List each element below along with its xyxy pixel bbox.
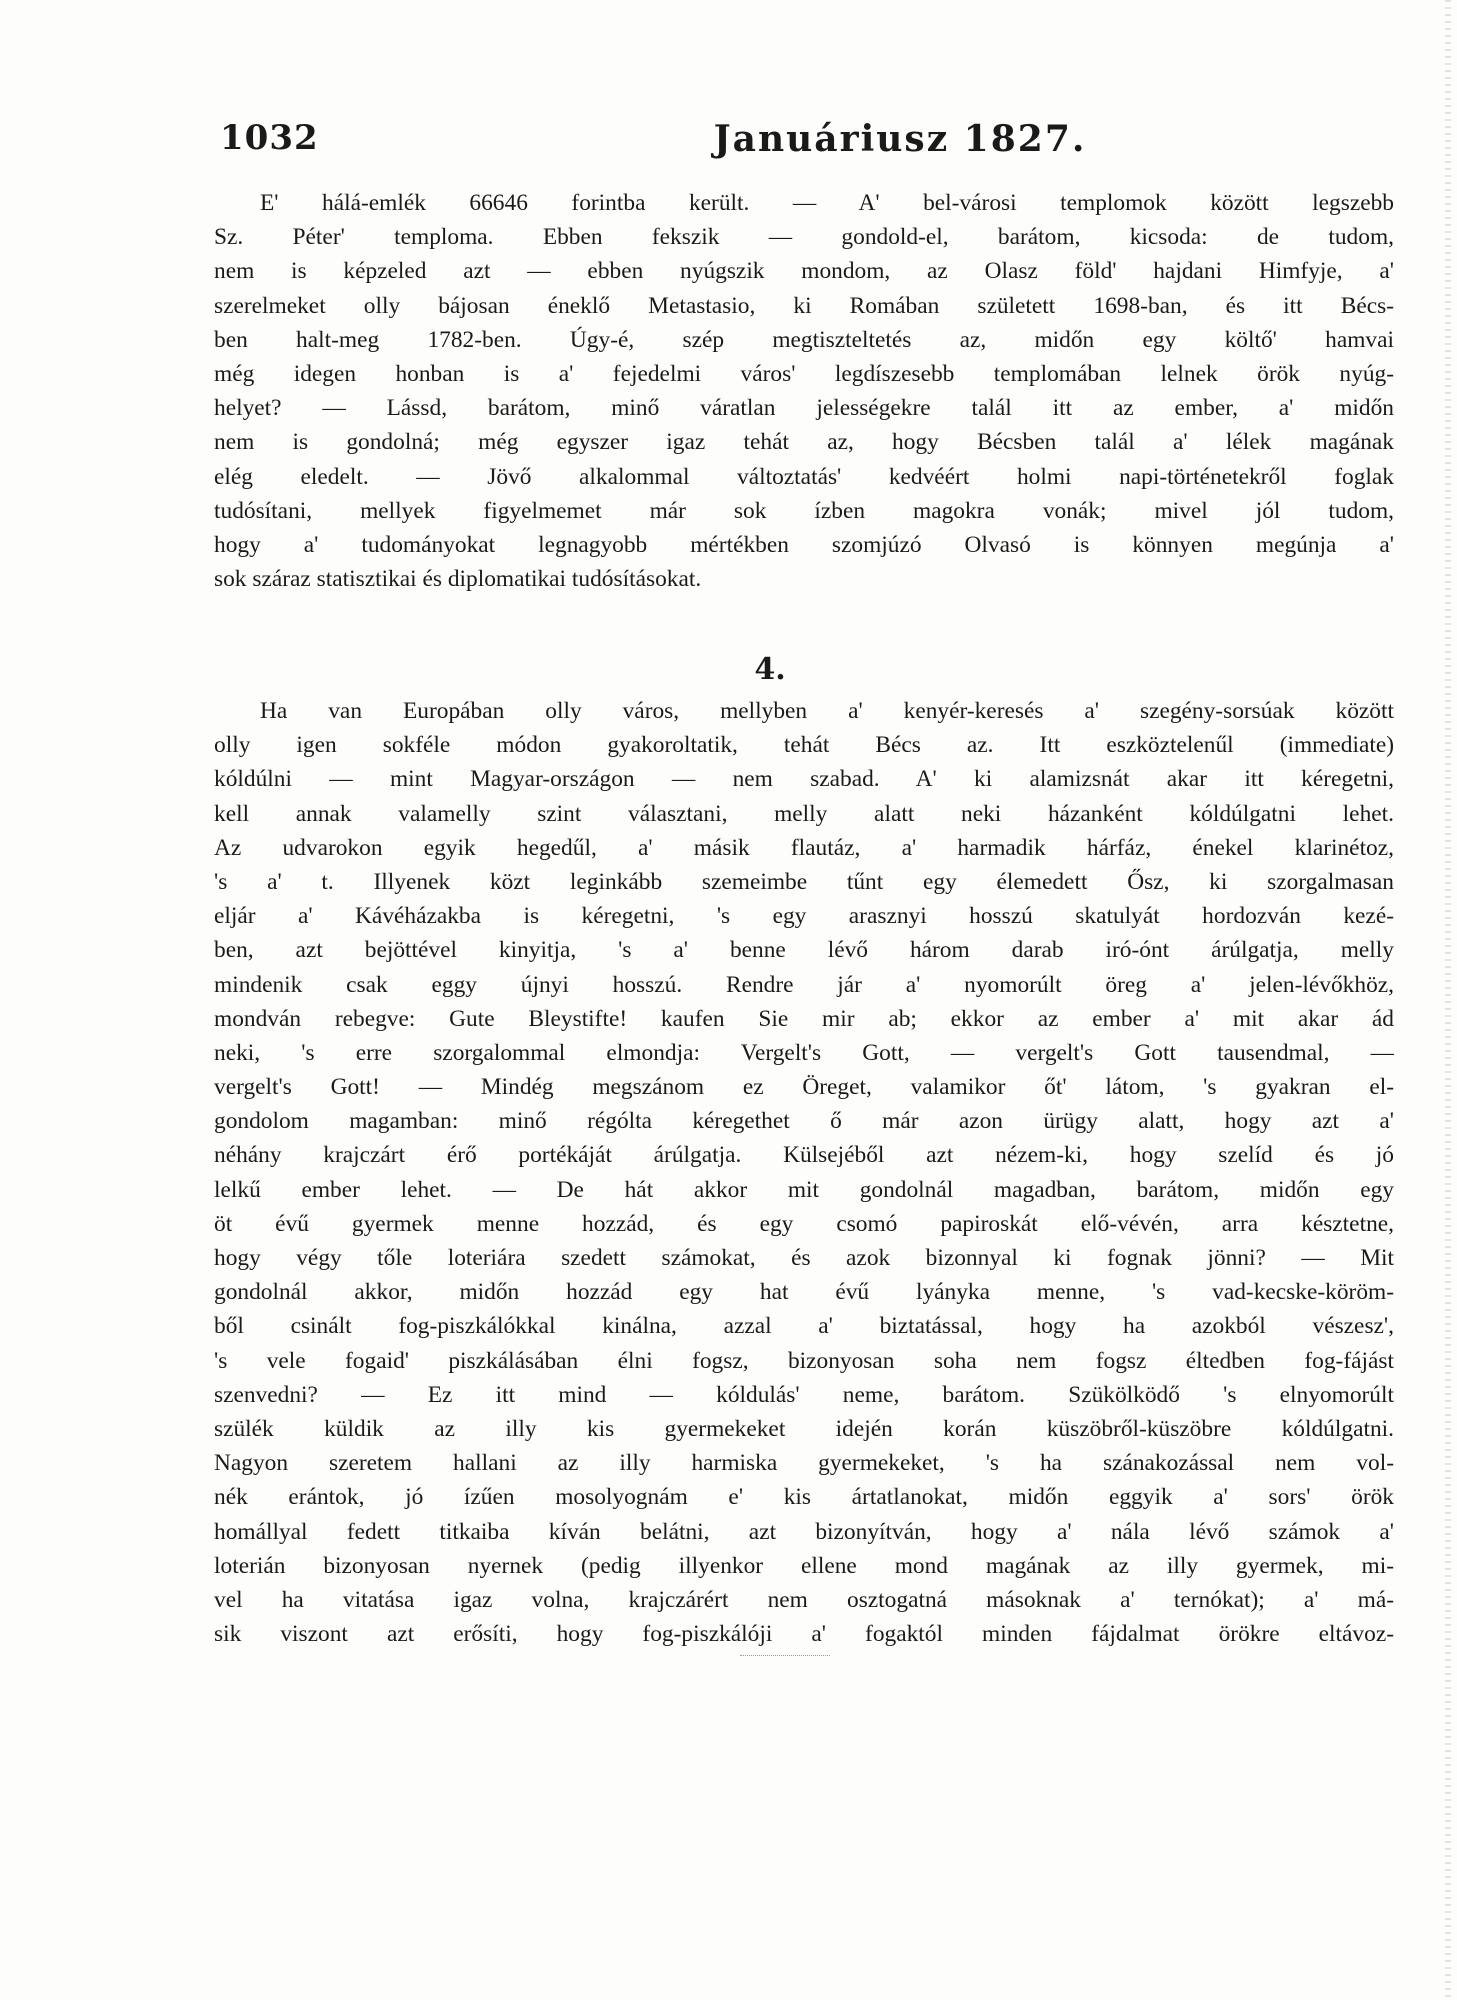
text-line: hogy végy tőle loteriára szedett számokat, és azok bizonnyal ki fognak jönni? — Mit <box>214 1245 1394 1271</box>
page-number: 1032 <box>220 118 319 158</box>
section-number: 4. <box>754 652 786 687</box>
text-line: vel ha vitatása igaz volna, krajczárért nem osztogatná másoknak a' ternókat); a' má- <box>214 1586 1394 1613</box>
text-line: hogy a' tudományokat legnagyobb mértékben szomjúzó Olvasó is könnyen megúnja a' <box>214 531 1394 558</box>
text-line: mondván rebegve: Gute Bleystifte! kaufen Sie mir ab; ekkor az ember a' mit akar ád <box>214 1005 1394 1032</box>
text-line: homállyal fedett titkaiba kíván belátni, azt bizonyítván, hogy a' nála lévő számok a' <box>214 1518 1394 1545</box>
text-line: sok száraz statisztikai és diplomatikai tudósításokat. <box>214 566 702 593</box>
text-line: Ha van Europában olly város, mellyben a' kenyér-keresés a' szegény-sorsúak között <box>260 698 1394 724</box>
bottom-divider <box>740 1655 830 1656</box>
text-line: szenvedni? — Ez itt mind — kóldulás' neme, barátom. Szükölködő 's elnyomorúlt <box>214 1381 1394 1408</box>
text-line: eljár a' Kávéházakba is kéregetni, 's egy arasznyi hosszú skatulyát hordozván kezé- <box>214 903 1394 930</box>
text-line: E' hálá-emlék 66646 forintba került. — A' bel-városi templomok között legszebb <box>260 190 1394 216</box>
text-line: még idegen honban is a' fejedelmi város' legdíszesebb templomában lelnek örök nyúg- <box>214 360 1394 387</box>
text-line: szülék küldik az illy kis gyermekeket idején korán küszöbről-küszöbre kóldúlgatni. <box>214 1415 1394 1442</box>
text-line: ből csinált fog-piszkálókkal kinálna, azzal a' biztatással, hogy ha azokból vészesz', <box>214 1313 1394 1340</box>
text-line: öt évű gyermek menne hozzád, és egy csomó papiroskát elő-vévén, arra késztetne, <box>214 1210 1394 1237</box>
text-line: vergelt's Gott! — Mindég megszánom ez Öreget, valamikor őt' látom, 's gyakran el- <box>214 1074 1394 1101</box>
text-line: ben halt-meg 1782-ben. Úgy-é, szép megtiszteltetés az, midőn egy költő' hamvai <box>214 326 1394 353</box>
text-line: Sz. Péter' temploma. Ebben fekszik — gondold-el, barátom, kicsoda: de tudom, <box>214 224 1394 251</box>
text-line: szerelmeket olly bájosan éneklő Metastasio, ki Romában született 1698-ban, és itt Bécs- <box>214 292 1394 319</box>
text-line: ben, azt bejöttével kinyitja, 's a' benne lévő három darab iró-ónt árúlgatja, melly <box>214 937 1394 964</box>
text-line: néhány krajczárt érő portékáját árúlgatja. Külsejéből azt nézem-ki, hogy szelíd és jó <box>214 1142 1394 1169</box>
text-line: Nagyon szeretem hallani az illy harmiska gyermekeket, 's ha szánakozással nem vol- <box>214 1450 1394 1477</box>
text-line: gondolnál akkor, midőn hozzád egy hat évű lyányka menne, 's vad-kecske-köröm- <box>214 1279 1394 1306</box>
section-1-text <box>214 186 1394 596</box>
text-line: loterián bizonyosan nyernek (pedig illyenkor ellene mond magának az illy gyermek, mi- <box>214 1552 1394 1579</box>
text-line: neki, 's erre szorgalommal elmondja: Vergelt's Gott, — vergelt's Gott tausendmal, — <box>214 1039 1394 1066</box>
text-line: 's a' t. Illyenek közt leginkább szemeimbe tűnt egy élemedett Ősz, ki szorgalmasan <box>214 868 1394 895</box>
text-line: nék erántok, jó ízűen mosolyognám e' kis ártatlanokat, midőn eggyik a' sors' örök <box>214 1484 1394 1511</box>
text-line: nem is képzeled azt — ebben nyúgszik mondom, az Olasz föld' hajdani Himfyje, a' <box>214 258 1394 285</box>
text-line: tudósítani, mellyek figyelmemet már sok ízben magokra vonák; mivel jól tudom, <box>214 497 1394 524</box>
text-line: olly igen sokféle módon gyakoroltatik, tehát Bécs az. Itt eszköztelenűl (immediate) <box>214 732 1394 759</box>
text-line: nem is gondolná; még egyszer igaz tehát az, hogy Bécsben talál a' lélek magának <box>214 429 1394 456</box>
text-line: Az udvarokon egyik hegedűl, a' másik flautáz, a' harmadik hárfáz, énekel klarinétoz, <box>214 834 1394 861</box>
section-2-text <box>214 694 1394 1651</box>
text-line: kell annak valamelly szint választani, melly alatt neki házanként kóldúlgatni lehet. <box>214 800 1394 827</box>
text-line: kóldúlni — mint Magyar-országon — nem szabad. A' ki alamizsnát akar itt kéregetni, <box>214 766 1394 793</box>
text-line: 's vele fogaid' piszkálásában élni fogsz, bizonyosan soha nem fogsz éltedben fog-fájást <box>214 1347 1394 1374</box>
text-line: helyet? — Lássd, barátom, minő váratlan jelességekre talál itt az ember, a' midőn <box>214 395 1394 422</box>
text-line: sik viszont azt erősíti, hogy fog-piszkálóji a' fogaktól minden fájdalmat örökre eltávoz- <box>214 1621 1394 1648</box>
text-line: lelkű ember lehet. — De hát akkor mit gondolnál magadban, barátom, midőn egy <box>214 1176 1394 1203</box>
text-line: elég eledelt. — Jövő alkalommal változtatás' kedvéért holmi napi-történetekről foglak <box>214 463 1394 490</box>
text-line: mindenik csak eggy újnyi hosszú. Rendre jár a' nyomorúlt öreg a' jelen-lévőkhöz, <box>214 971 1394 998</box>
running-title: Januáriusz 1827. <box>713 118 1087 160</box>
page-edge-marks <box>1445 0 1451 2000</box>
text-line: gondolom magamban: minő régólta kéregethet ő már azon ürügy alatt, hogy azt a' <box>214 1108 1394 1135</box>
page-header <box>220 118 1390 168</box>
